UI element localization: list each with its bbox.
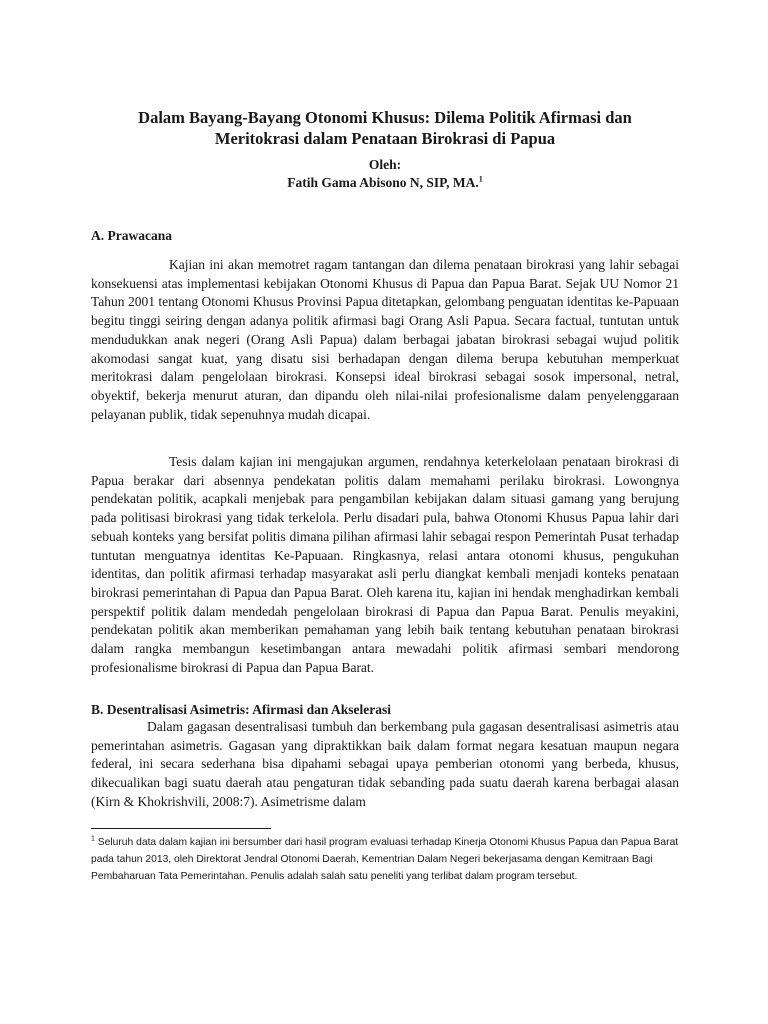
section-a-paragraph-1: Kajian ini akan memotret ragam tantangan dan dilema penataan birokrasi yang lahir sebagai konsekuensi atas implementasi kebijakan Otonomi Khusus di Papua dan Papua Barat. Sejak UU Nomor 21 Tahun 2001 tentang Otonomi Khusus Provinsi Papua ditetapkan, gelombang penguatan identitas ke-Papuaan begitu tinggi seiring dengan adanya politik afirmasi bagi Orang Asli Papua. Secara factual, tuntutan untuk mendudukkan anak negeri (Orang Asli Papua) dalam berbagai jabatan birokrasi sebagai wujud politik akomodasi sangat kuat, yang disatu sisi berhadapan dengan dilema berupa kebutuhan memperkuat meritokrasi dalam pengelolaan birokrasi. Konsepsi ideal birokrasi sebagai sosok impersonal, netral, obyektif, bekerja menurut aturan, dan dipandu oleh nilai-nilai profesionalisme dalam penyelenggaraan pelayanan publik, tidak sepenuhnya mudah dicapai. <box>91 257 679 422</box>
footnote-mark: 1 <box>91 835 95 843</box>
title-line-2: Meritokrasi dalam Penataan Birokrasi di Papua <box>214 129 556 148</box>
title-line-1: Dalam Bayang-Bayang Otonomi Khusus: Dilema Politik Afirmasi dan <box>138 108 632 127</box>
author-name: Fatih Gama Abisono N, SIP, MA. <box>287 175 479 190</box>
section-b-paragraph-1: Dalam gagasan desentralisasi tumbuh dan berkembang pula gagasan desentralisasi asimetris atau pemerintahan asimetris. Gagasan yang dipraktikkan baik dalam format negara kesatuan maupun negara federal, ini secara sederhana bisa dipahami sebagai upaya pemberian otonomi yang berbeda, khusus, dikecualikan bagi suatu daerah atau pengaturan tidak sebanding pada suatu daerah karena berbagai alasan (Kirn & Khokrishvili, 2008:7). Asimetrisme dalam <box>91 719 679 809</box>
byline-label: Oleh: <box>368 157 402 172</box>
footnote-separator <box>91 828 271 829</box>
section-a-paragraph-2: Tesis dalam kajian ini mengajukan argumen, rendahnya keterkelolaan penataan birokrasi di Papua berakar dari absennya pendekatan politis dalam memahami perilaku birokrasi. Lowongnya pendekatan politik, acapkali menjebak para pengambilan kebijakan dalam situasi gamang yang berujung pada politisasi birokrasi yang tidak terkelola. Perlu disadari pula, bahwa Otonomi Khusus Papua lahir dari sebuah konteks yang bersifat politis dimana pilihan afirmasi lahir sebagai respon Pemerintah Pusat terhadap tuntutan menguatnya identitas Ke-Papuaan. Ringkasnya, relasi antara otonomi khusus, pengukuhan identitas, dan politik afirmasi terhadap masyarakat asli perlu diangkat kembali menjadi konteks penataan birokrasi pemerintahan di Papua dan Papua Barat. Oleh karena itu, kajian ini hendak menghadirkan kembali perspektif politik dalam mendedah pengelolaan birokrasi di Papua dan Papua Barat. Penulis meyakini, pendekatan politik akan memberikan pemahaman yang lebih baik tentang kebutuhan penataan birokrasi dalam rangka membangun kesetimbangan antara mewadahi politik afirmasi sembari mendorong profesionalisme birokrasi di Papua dan Papua Barat. <box>91 454 679 675</box>
section-a-heading: A. Prawacana <box>91 228 172 243</box>
document-title <box>91 107 679 149</box>
byline <box>91 156 679 192</box>
author-line <box>91 174 679 192</box>
author-footnote-mark: 1 <box>478 174 483 184</box>
footnote-text: Seluruh data dalam kajian ini bersumber dari hasil program evaluasi terhadap Kinerja Otonomi Khusus Papua dan Papua Barat pada tahun 2013, oleh Direktorat Jendral Otonomi Daerah, Kementrian Dalam Negeri bekerjasama dengan Kemitraan Bagi Pembaharuan Tata Pemerintahan. Penulis adalah salah satu peneliti yang terlibat dalam program tersebut. <box>91 837 679 882</box>
section-b-heading: B. Desentralisasi Asimetris: Afirmasi dan Akselerasi <box>91 702 391 717</box>
footnote <box>91 834 679 885</box>
